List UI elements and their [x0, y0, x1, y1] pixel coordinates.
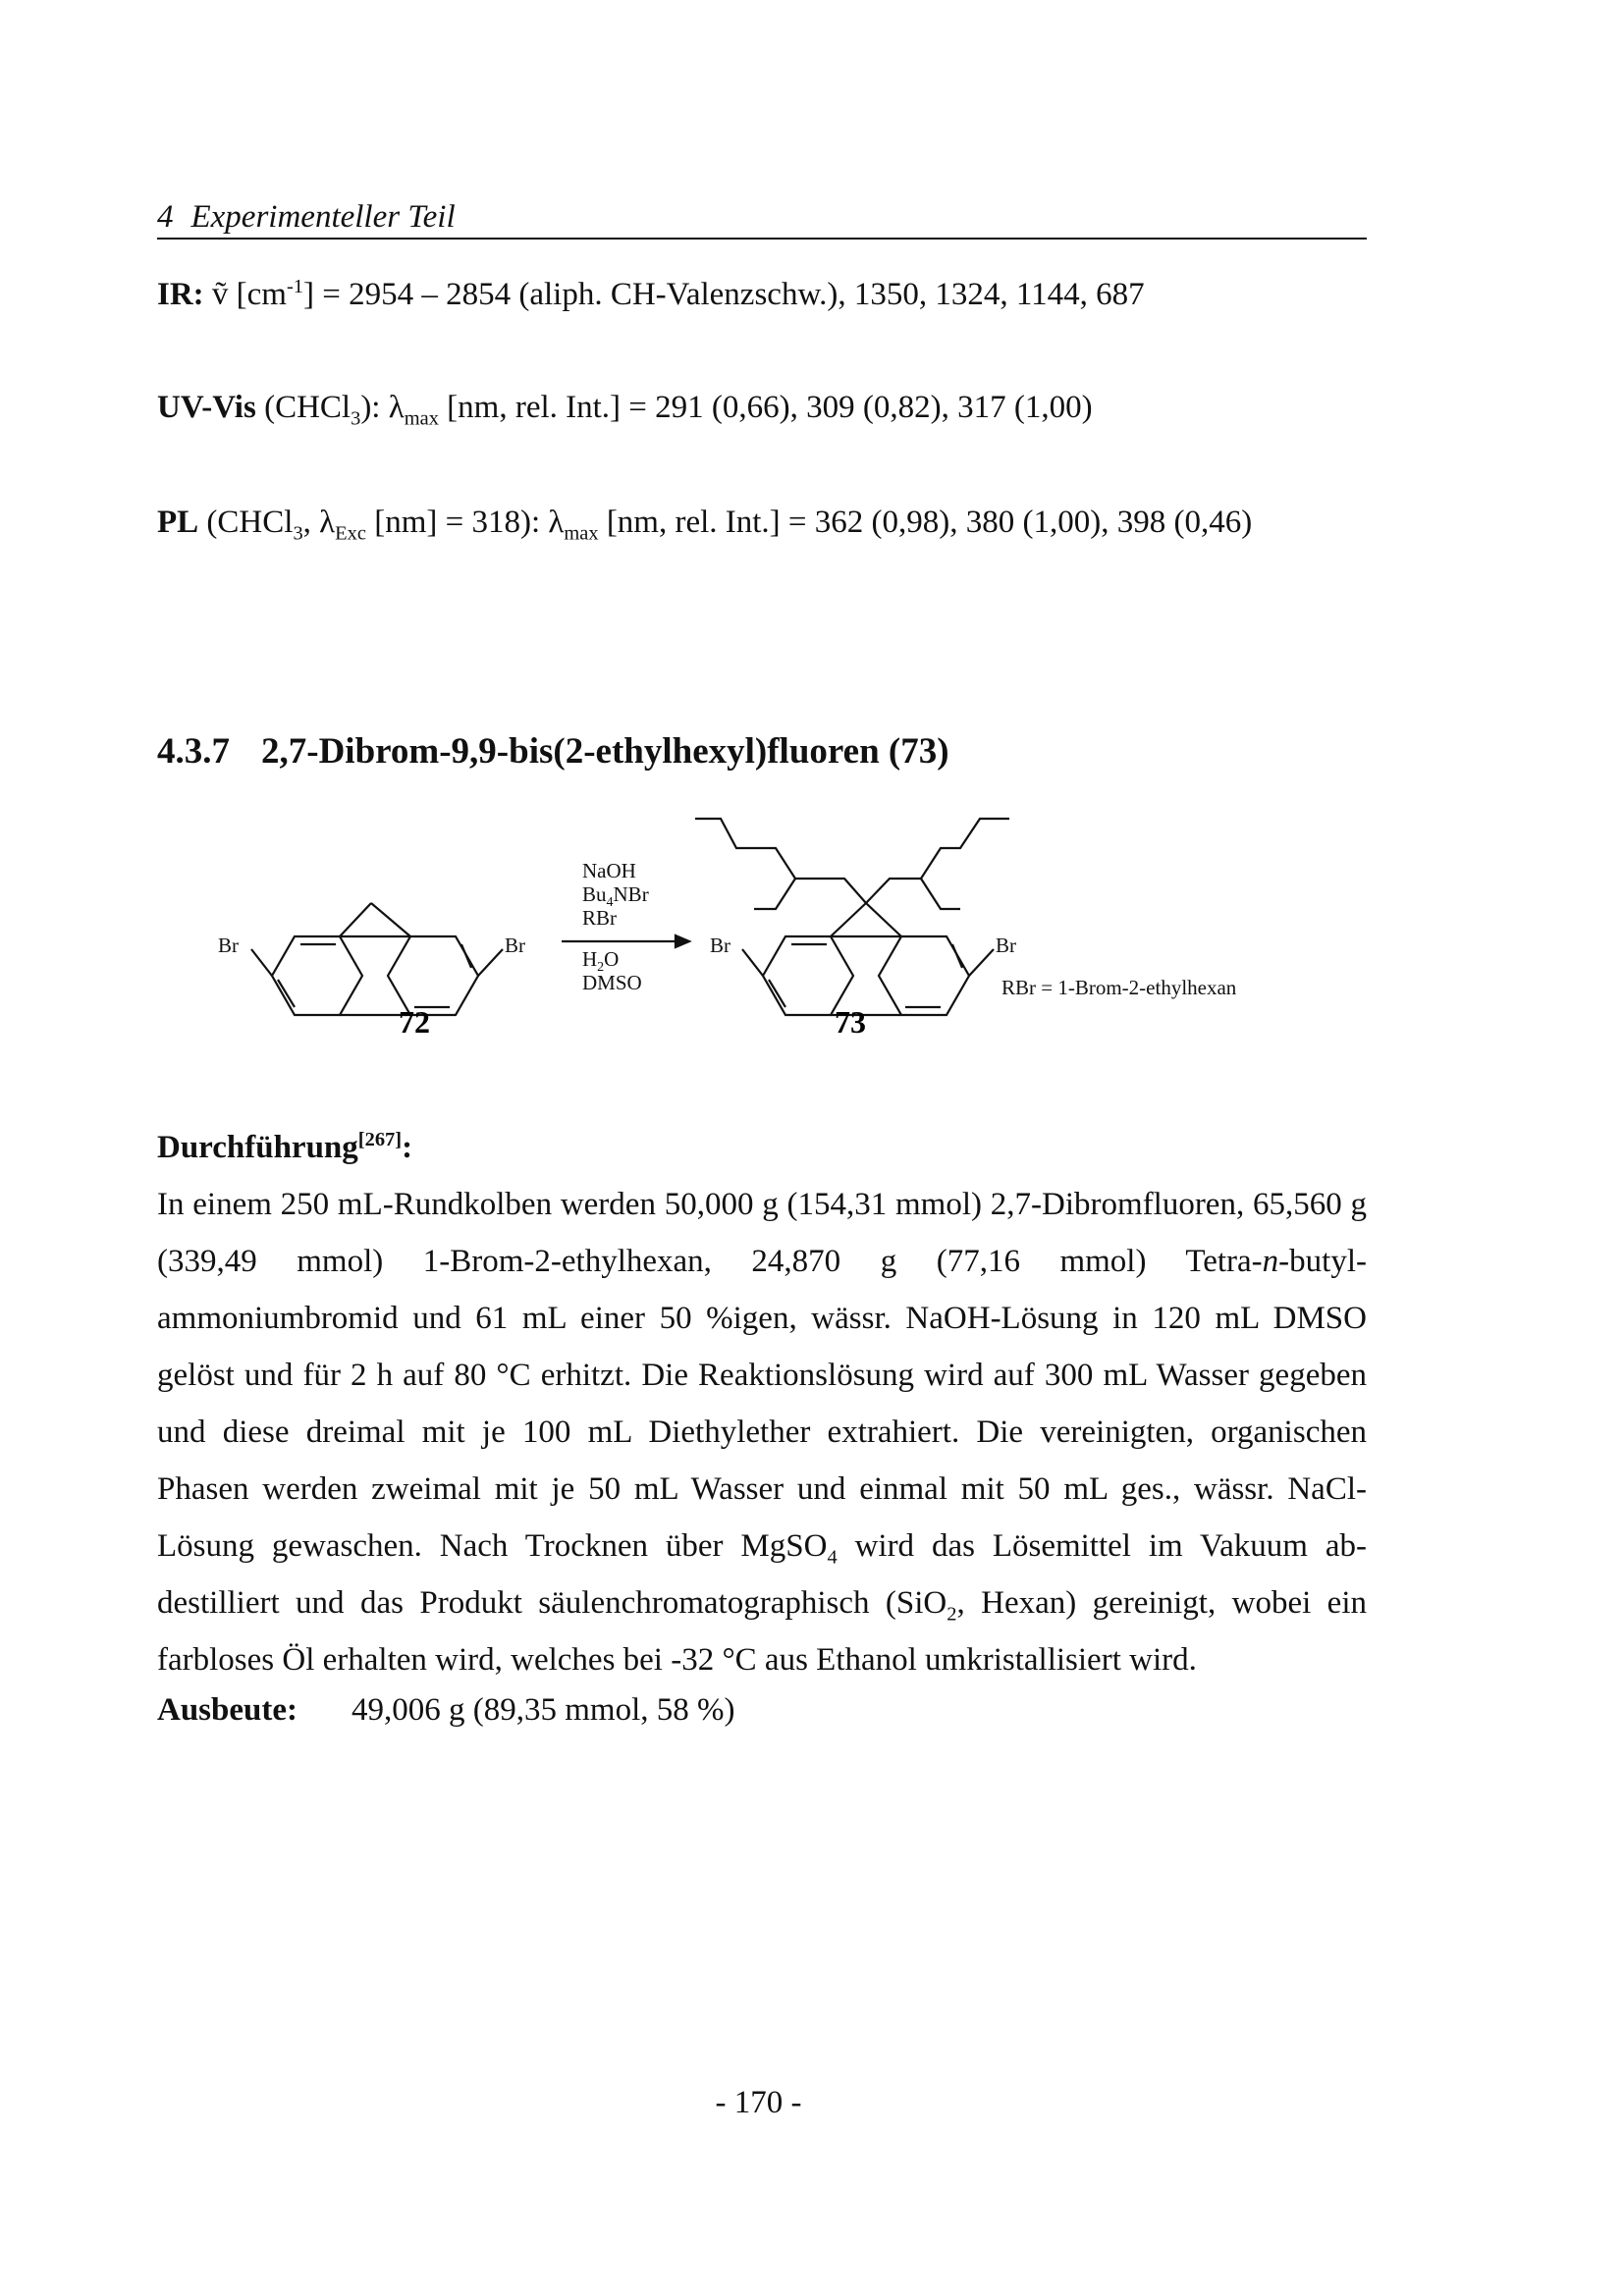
br-label: Br: [505, 934, 525, 957]
chapter-number: 4: [157, 199, 174, 235]
pl-label: PL: [157, 505, 199, 540]
br-label: Br: [710, 934, 730, 957]
uv-label: UV-Vis: [157, 390, 256, 425]
fluorene-structure-73: [742, 903, 994, 1015]
uv-solvent-sub: 3: [351, 407, 361, 430]
section-heading: [157, 730, 949, 773]
ir-values: ] = 2954 – 2854 (aliph. CH-Valenzschw.), 1350, 1324, 1144, 687: [303, 277, 1145, 312]
reagent-bu4nbr: $Bu_4NBr$: [582, 882, 649, 910]
procedure-heading: Durchführung[267]:: [157, 1129, 413, 1165]
procedure-section: [157, 1119, 1367, 1688]
br-label: Br: [996, 934, 1016, 957]
pl-line: [157, 503, 1253, 545]
reagent-rbr: RBr: [582, 906, 618, 930]
pl-solvent: (CHCl: [198, 505, 294, 540]
ethylhexyl-chains: [695, 819, 1009, 909]
pl-exc-value: [nm] = 318): λ: [365, 505, 565, 540]
br-label: Br: [218, 934, 239, 957]
reagent-h2o: $H_2O$: [582, 947, 620, 975]
yield-label: Ausbeute:: [157, 1692, 298, 1728]
reaction-scheme: [157, 805, 1296, 1041]
procedure-text: In einem 250 mL-Rundkolben werden 50,000 g (154,31 mmol) 2,7-Dibromfluoren, 65,560 g (339,49 mmol) 1-Brom-2-ethylhexan, 24,870 g (77,16 mmol) Tetra-n-butyl-ammoniumbromid und 61 mL einer 50 %igen, wässr. NaOH-Lösung in 120 mL DMSO gelöst und für 2 h auf 80 °C erhitzt. Die Reaktionslösung wird auf 300 mL Wasser gegeben und diese dreimal mit je 100 mL Diethylether extrahiert. Die vereinigten, organischen Phasen werden zweimal mit je 50 mL Wasser und einmal mit 50 mL ges., wässr. NaCl-Lösung gewaschen. Nach Trocknen über MgSO$_4$ wird das Lösemittel im Vakuum ab-destilliert und das Produkt säulenchromatographisch (SiO$_2$, Hexan) gereinigt, wobei ein farbloses Öl erhalten wird, welches bei -32 °C aus Ethanol umkristallisiert wird.: [157, 1187, 1367, 1678]
yield-line: [157, 1692, 734, 1729]
pl-exc-sub: Exc: [335, 522, 366, 545]
uv-solvent: (CHCl: [255, 390, 352, 425]
compound-number-73: 73: [835, 1004, 866, 1040]
rbr-note: RBr = 1-Brom-2-ethylhexan: [1001, 976, 1237, 999]
page-number: - 170 -: [715, 2085, 802, 2120]
fluorene-structure-72: [251, 903, 503, 1015]
pl-solvent-sub: 3: [293, 522, 303, 545]
reagent-naoh: NaOH: [582, 859, 636, 882]
pl-max-sub: max: [564, 522, 599, 545]
ir-line: [157, 275, 1145, 314]
ir-pre: ṽ [cm: [211, 277, 287, 312]
running-header: [157, 196, 1367, 240]
ir-sup: -1: [286, 276, 304, 297]
chapter-title: Experimenteller Teil: [190, 199, 456, 235]
pl-lambda-exc: , λ: [302, 505, 336, 540]
uv-max-sub: max: [404, 407, 439, 430]
ir-label: IR:: [157, 277, 204, 312]
uv-line: [157, 388, 1093, 430]
yield-value: 49,006 g (89,35 mmol, 58 %): [352, 1692, 735, 1728]
pl-values: [nm, rel. Int.] = 362 (0,98), 380 (1,00), 398 (0,46): [598, 505, 1253, 540]
uv-lambda: ): λ: [360, 390, 405, 425]
section-number: 4.3.7: [157, 731, 230, 772]
uv-values: [nm, rel. Int.] = 291 (0,66), 309 (0,82), 317 (1,00): [438, 390, 1093, 425]
compound-number-72: 72: [399, 1004, 430, 1040]
section-title: 2,7-Dibrom-9,9-bis(2-ethylhexyl)fluoren (73): [261, 731, 949, 772]
reagent-dmso: DMSO: [582, 971, 642, 994]
